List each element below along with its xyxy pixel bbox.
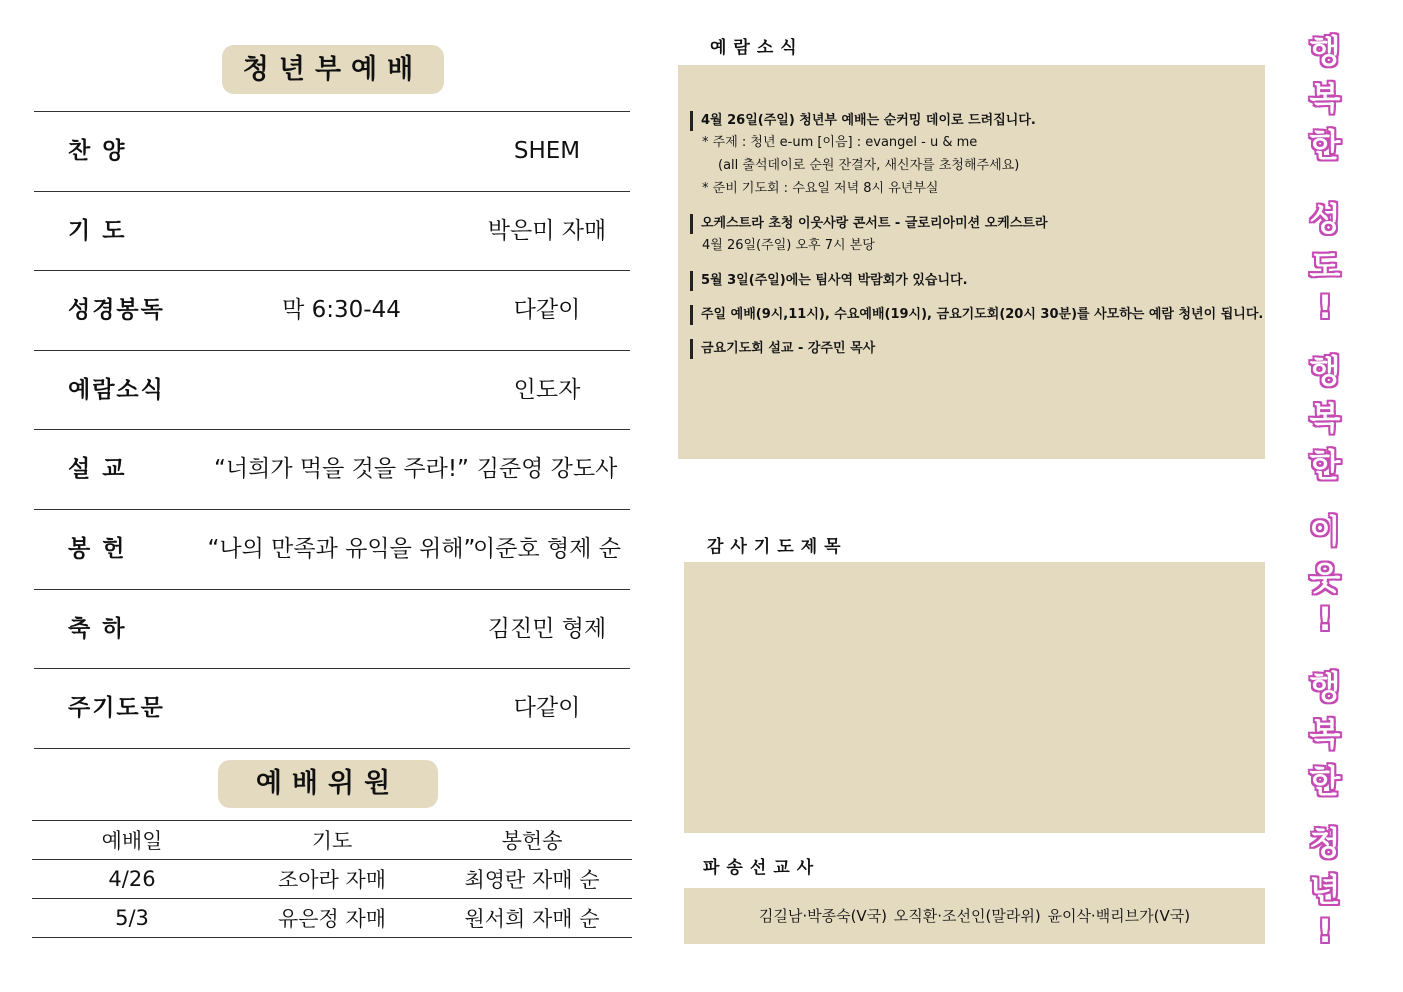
list-item [690,305,1264,325]
members-prayer: 유은정 자매 [232,899,432,938]
members-header-row [32,821,632,860]
slogan-char: 한 [1309,446,1341,484]
members-table [32,820,632,938]
order-row [34,270,630,350]
order-row [34,668,630,749]
order-label: 주기도문 [68,695,165,722]
worship-order-list [34,111,630,749]
slogan-char: 한 [1309,762,1341,800]
news-headline: 금요기도회 설교 - 강주민 목사 [690,339,1260,359]
list-item [690,214,1260,257]
order-row [34,509,630,589]
members-header: 기도 [232,821,432,860]
list-item [690,339,1260,359]
mission-title: 파송선교사 [703,858,821,878]
order-leader: 김진민 형제 [487,615,607,642]
news-detail: * 주제 : 청년 e-um [이음] : evangel - u & me [702,135,978,150]
slogan-char: 년 [1309,871,1341,909]
table-row [32,899,632,938]
news-headline: 4월 26일(주일) 청년부 예배는 순커밍 데이로 드려집니다. [690,111,1260,131]
slogan-char: 웃 [1309,559,1341,597]
slogan-char: ! [1317,912,1333,950]
members-prayer: 조아라 자매 [232,860,432,899]
order-label: 찬 양 [68,138,127,164]
slogan-char: 복 [1309,79,1341,117]
slogan-char: 복 [1309,399,1341,437]
table-row [32,860,632,899]
order-label: 설 교 [68,456,127,483]
news-headline: 주일 예배(9시,11시), 수요예배(19시), 금요기도회(20시 30분)를 사모하는 예람 청년이 됩니다. [690,305,1260,325]
order-leader: 다같이 [513,297,581,324]
members-header: 봉헌송 [432,821,632,860]
order-label: 기 도 [68,217,127,244]
members-date: 5/3 [32,899,232,938]
prayer-title: 감사기도제목 [707,537,848,557]
order-leader: 이준호 형제 순 [473,535,621,562]
slogan-char: 행 [1309,352,1341,390]
news-headline: 오케스트라 초청 이웃사랑 콘서트 - 글로리아미션 오케스트라 [690,214,1260,234]
list-item [690,271,1260,291]
order-row [34,589,630,669]
news-box [678,65,1265,459]
slogan-char: 복 [1309,715,1341,753]
members-date: 4/26 [32,860,232,899]
order-leader: 김준영 강도사 [476,456,618,483]
mission-box [684,888,1265,944]
members-title: 예배위원 [218,760,438,808]
slogan-char: 도 [1309,247,1341,285]
slogan-char: 청 [1309,824,1341,862]
members-header: 예배일 [32,821,232,860]
list-item [690,111,1260,200]
missionaries-list: 김길남·박종숙(V국) 오직환·조선인(말라위) 윤이삭·백리브가(V국) [758,907,1191,925]
news-detail: (all 출석데이로 순원 잔결자, 새신자를 초청해주세요) [718,158,1020,173]
slogan-char: ! [1317,600,1333,638]
news-headline: 5월 3일(주일)에는 팀사역 박람회가 있습니다. [690,271,1260,291]
order-row [34,111,630,191]
news-detail: 4월 26일(주일) 오후 7시 본당 [702,238,875,253]
members-offering-song: 원서희 자매 순 [432,899,632,938]
order-row [34,191,630,271]
slogan-char: 행 [1309,668,1341,706]
members-offering-song: 최영란 자매 순 [432,860,632,899]
order-label: 축 하 [68,615,127,642]
order-row [34,429,630,509]
order-detail: 막 6:30-44 [282,297,401,324]
slogan-char: 한 [1309,126,1341,164]
order-label: 예람소식 [68,376,165,403]
order-leader: 박은미 자매 [487,217,607,244]
news-detail: * 준비 기도회 : 수요일 저녁 8시 유년부실 [702,181,939,196]
slogan-char: 이 [1309,512,1341,550]
news-title: 예람소식 [710,38,804,58]
news-list [690,111,1264,373]
order-label: 봉 헌 [68,535,127,562]
order-detail: “너희가 먹을 것을 주라!” [214,456,469,483]
order-label: 성경봉독 [68,297,165,324]
prayer-box [684,562,1265,833]
slogan-char: ! [1317,288,1333,326]
order-detail: “나의 만족과 유익을 위해” [207,535,476,562]
order-leader: SHEM [513,138,581,164]
order-row [34,350,630,430]
slogan-char: 성 [1309,200,1341,238]
worship-title: 청년부예배 [222,45,444,94]
order-leader: 인도자 [513,376,581,403]
order-leader: 다같이 [513,695,581,722]
slogan-char: 행 [1309,32,1341,70]
